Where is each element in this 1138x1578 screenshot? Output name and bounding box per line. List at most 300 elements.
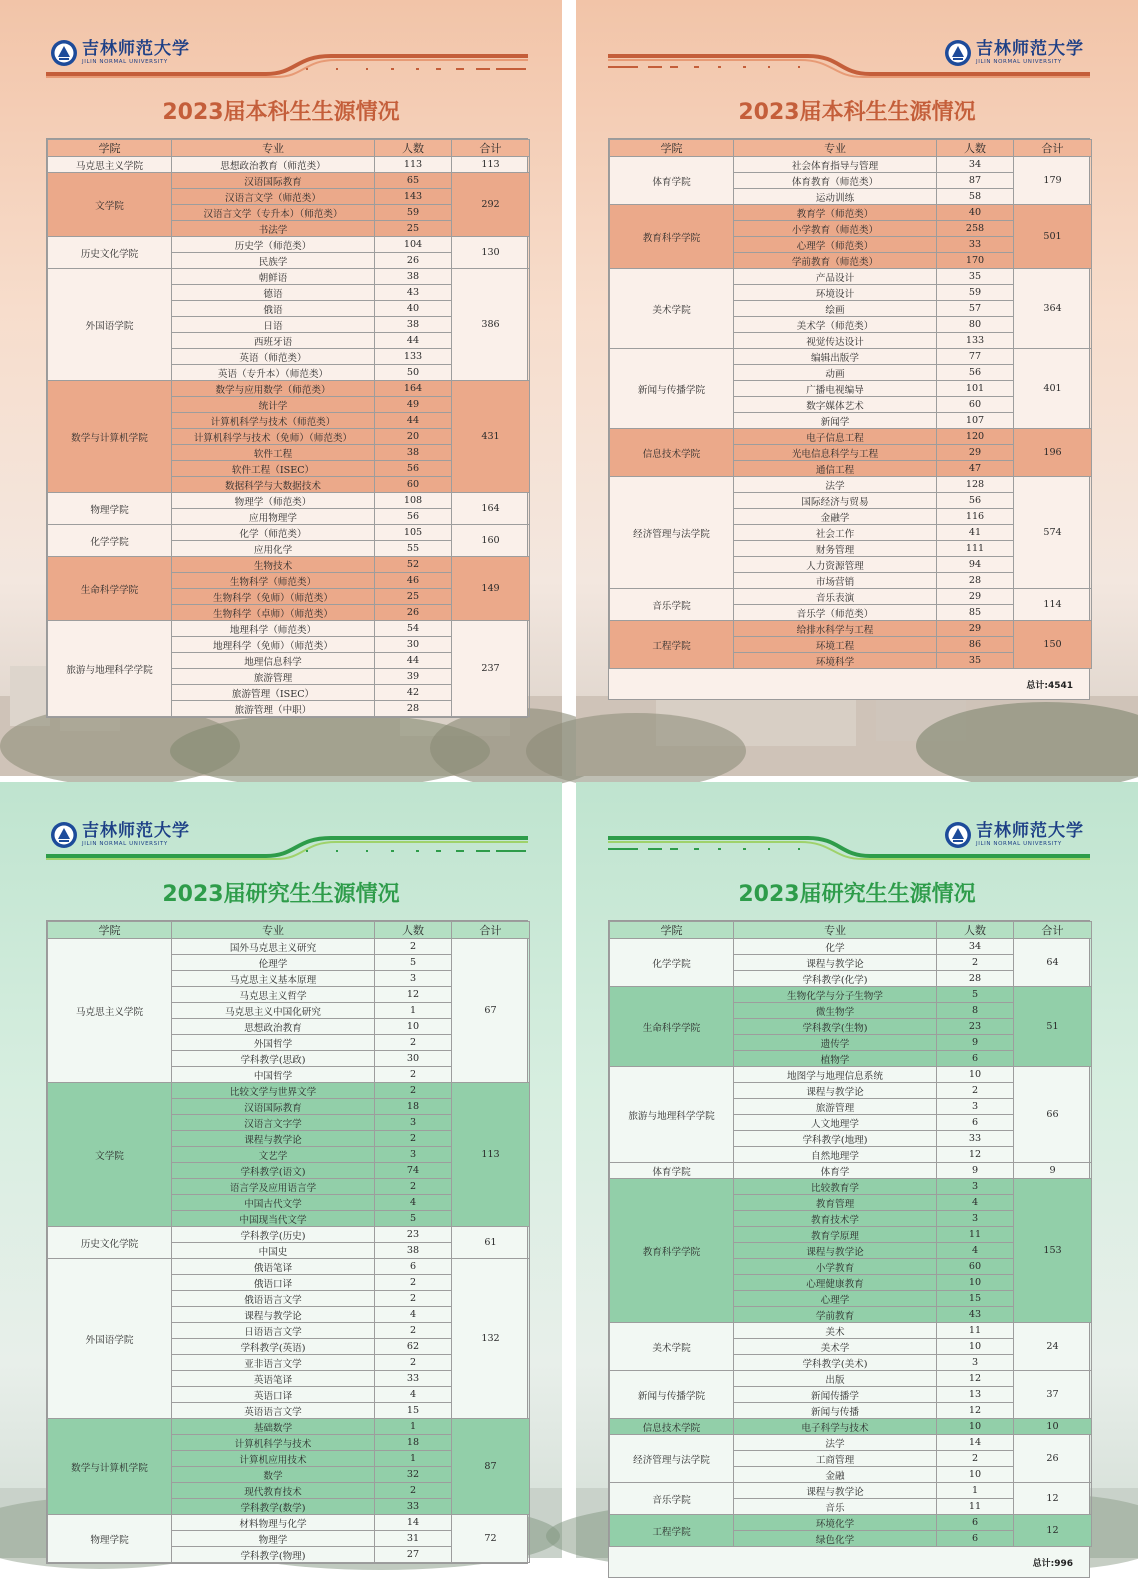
subtotal-cell: 64 [1014,939,1092,987]
major-cell: 日语语言文学 [172,1323,375,1339]
subtotal-cell: 113 [452,157,530,173]
major-cell: 物理学 [172,1531,375,1547]
count-cell: 20 [375,429,452,445]
count-cell: 6 [937,1051,1014,1067]
major-cell: 中国史 [172,1243,375,1259]
count-cell: 2 [375,1483,452,1499]
count-cell: 1 [375,1419,452,1435]
college-cell: 美术学院 [610,269,734,349]
major-cell: 课程与教学论 [172,1307,375,1323]
subtotal-cell: 164 [452,493,530,525]
count-cell: 28 [937,971,1014,987]
college-cell: 音乐学院 [610,1483,734,1515]
count-cell: 29 [937,621,1014,637]
count-cell: 28 [937,573,1014,589]
subtotal-cell: 179 [1014,157,1092,205]
university-name-en: JILIN NORMAL UNIVERSITY [82,58,168,65]
header-subtotal: 合计 [1014,140,1092,157]
count-cell: 2 [375,939,452,955]
subtotal-cell: 37 [1014,1371,1092,1419]
table-header-row [610,922,1092,939]
major-cell: 植物学 [734,1051,937,1067]
subtotal-cell: 87 [452,1419,530,1515]
count-cell: 2 [375,1291,452,1307]
table-row [610,157,1092,173]
major-cell: 新闻与传播 [734,1403,937,1419]
major-cell: 音乐学（师范类） [734,605,937,621]
major-cell: 金融学 [734,509,937,525]
major-cell: 新闻学 [734,413,937,429]
major-cell: 英语（专升本）（师范类） [172,365,375,381]
major-cell: 化学（师范类） [172,525,375,541]
count-cell: 5 [375,1211,452,1227]
count-cell: 38 [375,1243,452,1259]
major-cell: 应用物理学 [172,509,375,525]
source-table [609,139,1092,669]
subtotal-cell: 386 [452,269,530,381]
college-cell: 物理学院 [48,1515,172,1563]
table-row [610,429,1092,445]
college-cell: 经济管理与法学院 [610,1435,734,1483]
subtotal-cell: 501 [1014,205,1092,269]
major-cell: 教育学（师范类） [734,205,937,221]
major-cell: 基础数学 [172,1419,375,1435]
college-cell: 马克思主义学院 [48,939,172,1083]
header-major: 专业 [172,922,375,939]
major-cell: 学前教育（师范类） [734,253,937,269]
count-cell: 10 [937,1467,1014,1483]
college-cell: 历史文化学院 [48,237,172,269]
count-cell: 32 [375,1467,452,1483]
count-cell: 6 [937,1515,1014,1531]
count-cell: 133 [375,349,452,365]
count-cell: 30 [375,1051,452,1067]
major-cell: 学科教学(美术) [734,1355,937,1371]
college-cell: 文学院 [48,173,172,237]
major-cell: 数学与应用数学（师范类） [172,381,375,397]
count-cell: 11 [937,1323,1014,1339]
table-row [610,1435,1092,1451]
count-cell: 77 [937,349,1014,365]
major-cell: 金融 [734,1467,937,1483]
count-cell: 33 [375,1371,452,1387]
count-cell: 1 [375,1451,452,1467]
count-cell: 143 [375,189,452,205]
major-cell: 数据科学与大数据技术 [172,477,375,493]
university-name-en: JILIN NORMAL UNIVERSITY [976,58,1062,65]
count-cell: 18 [375,1099,452,1115]
major-cell: 人力资源管理 [734,557,937,573]
major-cell: 动画 [734,365,937,381]
count-cell: 58 [937,189,1014,205]
count-cell: 65 [375,173,452,189]
major-cell: 英语口译 [172,1387,375,1403]
count-cell: 85 [937,605,1014,621]
count-cell: 40 [937,205,1014,221]
college-cell: 历史文化学院 [48,1227,172,1259]
major-cell: 思想政治教育 [172,1019,375,1035]
major-cell: 俄语笔译 [172,1259,375,1275]
count-cell: 10 [937,1419,1014,1435]
major-cell: 生物科学（免师）（师范类） [172,589,375,605]
college-cell: 音乐学院 [610,589,734,621]
subtotal-cell: 114 [1014,589,1092,621]
count-cell: 164 [375,381,452,397]
header-major: 专业 [734,140,937,157]
college-cell: 教育科学学院 [610,205,734,269]
major-cell: 环境化学 [734,1515,937,1531]
table-row [48,1083,530,1099]
major-cell: 文艺学 [172,1147,375,1163]
subtotal-cell: 67 [452,939,530,1083]
count-cell: 120 [937,429,1014,445]
count-cell: 2 [375,1275,452,1291]
major-cell: 通信工程 [734,461,937,477]
major-cell: 学科教学(思政) [172,1051,375,1067]
major-cell: 书法学 [172,221,375,237]
table-row [610,349,1092,365]
page-title: 2023届本科生生源情况 [162,100,400,125]
major-cell: 马克思主义哲学 [172,987,375,1003]
major-cell: 统计学 [172,397,375,413]
table-row [48,621,530,637]
major-cell: 中国现当代文学 [172,1211,375,1227]
college-cell: 教育科学学院 [610,1179,734,1323]
count-cell: 3 [375,1147,452,1163]
source-table [47,921,530,1563]
table-row [610,477,1092,493]
major-cell: 思想政治教育（师范类） [172,157,375,173]
major-cell: 旅游管理 [734,1099,937,1115]
college-cell: 化学学院 [610,939,734,987]
table-row [610,1515,1092,1531]
source-table-panel [46,138,528,718]
subtotal-cell: 66 [1014,1067,1092,1163]
count-cell: 43 [375,285,452,301]
subtotal-cell: 149 [452,557,530,621]
count-cell: 12 [375,987,452,1003]
grand-total: 总计:996 [1032,1558,1073,1569]
major-cell: 心理健康教育 [734,1275,937,1291]
count-cell: 104 [375,237,452,253]
count-cell: 55 [375,541,452,557]
count-cell: 4 [375,1307,452,1323]
college-cell: 马克思主义学院 [48,157,172,173]
table-row [48,1227,530,1243]
table-row [610,939,1092,955]
major-cell: 亚非语言文学 [172,1355,375,1371]
major-cell: 汉语言文学（师范类） [172,189,375,205]
major-cell: 学科教学(英语) [172,1339,375,1355]
major-cell: 产品设计 [734,269,937,285]
subtotal-cell: 574 [1014,477,1092,589]
major-cell: 学科教学(语文) [172,1163,375,1179]
major-cell: 比较文学与世界文学 [172,1083,375,1099]
count-cell: 31 [375,1531,452,1547]
count-cell: 27 [375,1547,452,1563]
subtotal-cell: 12 [1014,1515,1092,1547]
count-cell: 4 [375,1195,452,1211]
count-cell: 56 [375,461,452,477]
header-count: 人数 [937,140,1014,157]
count-cell: 62 [375,1339,452,1355]
college-cell: 生命科学学院 [48,557,172,621]
count-cell: 11 [937,1499,1014,1515]
college-cell: 信息技术学院 [610,1419,734,1435]
subtotal-cell: 130 [452,237,530,269]
header-major: 专业 [734,922,937,939]
major-cell: 电子信息工程 [734,429,937,445]
count-cell: 46 [375,573,452,589]
count-cell: 50 [375,365,452,381]
count-cell: 2 [937,955,1014,971]
major-cell: 微生物学 [734,1003,937,1019]
college-cell: 数学与计算机学院 [48,1419,172,1515]
major-cell: 化学 [734,939,937,955]
table-header-row [48,922,530,939]
count-cell: 14 [937,1435,1014,1451]
table-header-row [48,140,530,157]
major-cell: 国际经济与贸易 [734,493,937,509]
major-cell: 学科教学(数学) [172,1499,375,1515]
major-cell: 中国哲学 [172,1067,375,1083]
count-cell: 25 [375,589,452,605]
college-cell: 信息技术学院 [610,429,734,477]
count-cell: 59 [937,285,1014,301]
count-cell: 3 [937,1355,1014,1371]
major-cell: 外国哲学 [172,1035,375,1051]
major-cell: 地理科学（师范类） [172,621,375,637]
count-cell: 29 [937,445,1014,461]
count-cell: 41 [937,525,1014,541]
table-row [610,1323,1092,1339]
header-subtotal: 合计 [452,922,530,939]
count-cell: 3 [375,1115,452,1131]
major-cell: 伦理学 [172,955,375,971]
count-cell: 60 [937,397,1014,413]
major-cell: 运动训练 [734,189,937,205]
table-row [48,493,530,509]
header-college: 学院 [48,922,172,939]
major-cell: 应用化学 [172,541,375,557]
major-cell: 学前教育 [734,1307,937,1323]
table-row [48,1259,530,1275]
major-cell: 课程与教学论 [734,1483,937,1499]
count-cell: 11 [937,1227,1014,1243]
count-cell: 113 [375,157,452,173]
table-row [610,1483,1092,1499]
count-cell: 35 [937,653,1014,669]
source-table [47,139,530,717]
major-cell: 德语 [172,285,375,301]
count-cell: 4 [937,1195,1014,1211]
subtotal-cell: 72 [452,1515,530,1563]
major-cell: 西班牙语 [172,333,375,349]
major-cell: 广播电视编导 [734,381,937,397]
count-cell: 2 [937,1451,1014,1467]
college-cell: 旅游与地理科学学院 [48,621,172,717]
count-cell: 6 [375,1259,452,1275]
count-cell: 3 [937,1211,1014,1227]
major-cell: 教育学原理 [734,1227,937,1243]
count-cell: 80 [937,317,1014,333]
count-cell: 23 [375,1227,452,1243]
subtotal-cell: 61 [452,1227,530,1259]
graduate-page-2 [576,782,1138,1569]
subtotal-cell: 9 [1014,1163,1092,1179]
table-row [48,939,530,955]
major-cell: 地理信息科学 [172,653,375,669]
count-cell: 2 [375,1083,452,1099]
major-cell: 环境设计 [734,285,937,301]
major-cell: 出版 [734,1371,937,1387]
major-cell: 数字媒体艺术 [734,397,937,413]
count-cell: 4 [937,1243,1014,1259]
count-cell: 94 [937,557,1014,573]
count-cell: 59 [375,205,452,221]
table-row [48,173,530,189]
count-cell: 5 [937,987,1014,1003]
major-cell: 日语 [172,317,375,333]
major-cell: 旅游管理 [172,669,375,685]
count-cell: 56 [375,509,452,525]
major-cell: 软件工程 [172,445,375,461]
table-header-row [610,140,1092,157]
subtotal-cell: 364 [1014,269,1092,349]
count-cell: 111 [937,541,1014,557]
college-cell: 文学院 [48,1083,172,1227]
major-cell: 汉语国际教育 [172,173,375,189]
count-cell: 33 [937,1131,1014,1147]
major-cell: 教育管理 [734,1195,937,1211]
count-cell: 49 [375,397,452,413]
subtotal-cell: 10 [1014,1419,1092,1435]
count-cell: 4 [375,1387,452,1403]
major-cell: 汉语言文学（专升本）（师范类） [172,205,375,221]
count-cell: 44 [375,413,452,429]
major-cell: 计算机应用技术 [172,1451,375,1467]
header-major: 专业 [172,140,375,157]
count-cell: 116 [937,509,1014,525]
major-cell: 课程与教学论 [734,955,937,971]
count-cell: 42 [375,685,452,701]
major-cell: 现代教育技术 [172,1483,375,1499]
table-row [610,987,1092,1003]
major-cell: 美术学（师范类） [734,317,937,333]
count-cell: 9 [937,1163,1014,1179]
major-cell: 计算机科学与技术 [172,1435,375,1451]
major-cell: 比较教育学 [734,1179,937,1195]
major-cell: 体育教育（师范类） [734,173,937,189]
count-cell: 39 [375,669,452,685]
major-cell: 学科教学(化学) [734,971,937,987]
table-row [610,205,1092,221]
count-cell: 10 [937,1067,1014,1083]
major-cell: 物理学（师范类） [172,493,375,509]
count-cell: 74 [375,1163,452,1179]
undergrad-page-2 [576,0,1138,776]
university-name-cn: 吉林师范大学 [82,38,190,59]
major-cell: 汉语国际教育 [172,1099,375,1115]
count-cell: 34 [937,157,1014,173]
header-count: 人数 [937,922,1014,939]
table-row [48,157,530,173]
major-cell: 地理科学（免师）（师范类） [172,637,375,653]
count-cell: 38 [375,269,452,285]
major-cell: 电子科学与技术 [734,1419,937,1435]
major-cell: 环境科学 [734,653,937,669]
major-cell: 汉语言文字学 [172,1115,375,1131]
page-title: 2023届研究生生源情况 [162,882,400,907]
source-table [609,921,1092,1547]
header-count: 人数 [375,922,452,939]
undergrad-page-1 [0,0,562,776]
count-cell: 3 [937,1099,1014,1115]
major-cell: 自然地理学 [734,1147,937,1163]
major-cell: 生物化学与分子生物学 [734,987,937,1003]
count-cell: 3 [937,1179,1014,1195]
count-cell: 35 [937,269,1014,285]
count-cell: 33 [937,237,1014,253]
major-cell: 英语（师范类） [172,349,375,365]
major-cell: 美术 [734,1323,937,1339]
count-cell: 6 [937,1115,1014,1131]
table-row [48,557,530,573]
major-cell: 中国古代文学 [172,1195,375,1211]
count-cell: 43 [937,1307,1014,1323]
subtotal-cell: 12 [1014,1483,1092,1515]
major-cell: 课程与教学论 [734,1243,937,1259]
major-cell: 法学 [734,477,937,493]
subtotal-cell: 160 [452,525,530,557]
table-row [48,1515,530,1531]
major-cell: 课程与教学论 [172,1131,375,1147]
count-cell: 44 [375,333,452,349]
university-name-cn: 吉林师范大学 [976,820,1084,841]
subtotal-cell: 196 [1014,429,1092,477]
count-cell: 2 [375,1067,452,1083]
count-cell: 56 [937,493,1014,509]
count-cell: 12 [937,1147,1014,1163]
table-row [48,237,530,253]
header-subtotal: 合计 [1014,922,1092,939]
major-cell: 市场营销 [734,573,937,589]
major-cell: 俄语语言文学 [172,1291,375,1307]
header-college: 学院 [610,922,734,939]
subtotal-cell: 401 [1014,349,1092,429]
header-college: 学院 [48,140,172,157]
table-row [48,525,530,541]
university-name-en: JILIN NORMAL UNIVERSITY [82,840,168,847]
count-cell: 2 [937,1083,1014,1099]
major-cell: 俄语口译 [172,1275,375,1291]
count-cell: 10 [937,1339,1014,1355]
count-cell: 38 [375,445,452,461]
college-cell: 化学学院 [48,525,172,557]
header-count: 人数 [375,140,452,157]
major-cell: 心理学（师范类） [734,237,937,253]
college-cell: 生命科学学院 [610,987,734,1067]
college-cell: 外国语学院 [48,269,172,381]
university-name-en: JILIN NORMAL UNIVERSITY [976,840,1062,847]
major-cell: 英语笔译 [172,1371,375,1387]
count-cell: 14 [375,1515,452,1531]
table-row [610,1179,1092,1195]
table-row [610,1163,1092,1179]
major-cell: 体育学 [734,1163,937,1179]
major-cell: 给排水科学与工程 [734,621,937,637]
major-cell: 计算机科学与技术（师范类） [172,413,375,429]
